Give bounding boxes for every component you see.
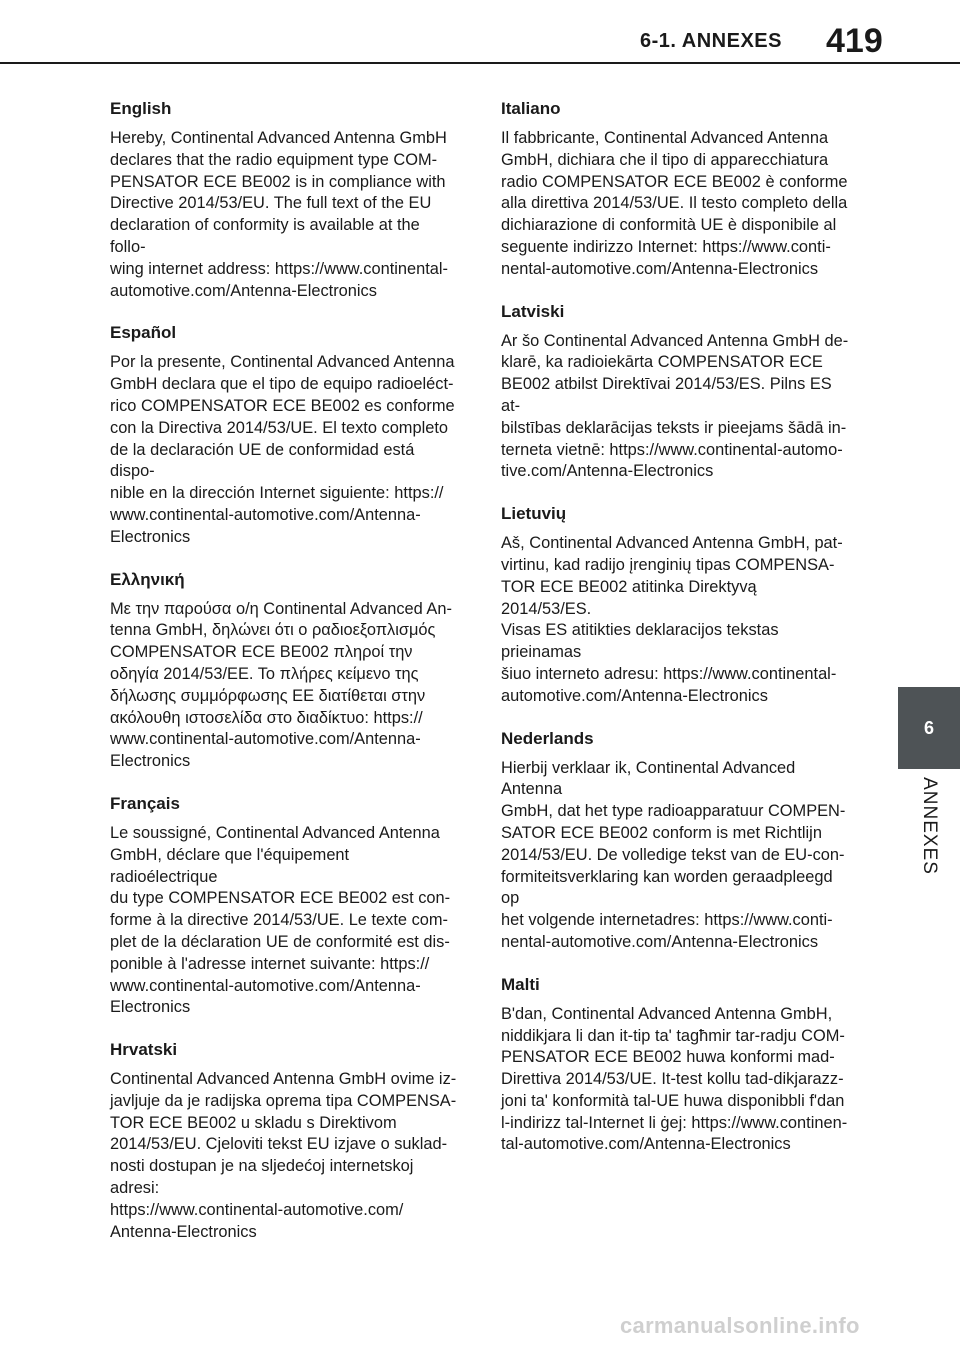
section-text: Le soussigné, Continental Advanced Antenna GmbH, déclare que l'équipement radioélectrique du type COMPENSATOR ECE BE002 est con- forme à la directive 2014/53/UE. Le texte com- plet de la déclaration UE de conformité est dis- ponible à l'adresse internet suivante: https:// www.continental-automotive.com/Antenna- Electronics — [110, 823, 451, 1017]
section-francais — [110, 793, 458, 1019]
section-text: Il fabbricante, Continental Advanced Antenna GmbH, dichiara che il tipo di apparecchiatura radio COMPENSATOR ECE BE002 è conforme alla direttiva 2014/53/UE. Il testo completo della dichiarazione di conformità UE è disponibile al seguente indirizzo Internet: https://www.conti- nental-automotive.com/Antenna-Electronics — [501, 129, 848, 278]
section-espanol — [110, 322, 458, 548]
section-text: Hereby, Continental Advanced Antenna GmbH declares that the radio equipment type COM- PENSATOR ECE BE002 is in compliance with Directive 2014/53/EU. The full text of the EU declaration of conformity is available at the follo- wing internet address: https://www.continental- automotive.com/Antenna-Electronics — [110, 129, 449, 300]
page-number: 419 — [826, 22, 883, 60]
section-text: Hierbij verklaar ik, Continental Advanced Antenna GmbH, dat het type radioapparatuur COMPEN- SATOR ECE BE002 conform is met Richtlijn 2014/53/EU. De volledige tekst van de EU-con- formiteitsverklaring kan worden geraadpleegd op het volgende internetadres: https://www.conti- nental-automotive.com/Antenna-Electronics — [501, 758, 846, 951]
section-hrvatski — [110, 1039, 458, 1243]
section-title: Español — [110, 323, 177, 343]
section-english — [110, 98, 458, 302]
right-column — [501, 98, 849, 1176]
section-greek — [110, 569, 458, 773]
section-malti — [501, 974, 849, 1157]
section-title: Français — [110, 793, 180, 813]
section-latviski — [501, 301, 849, 484]
section-title: English — [110, 99, 172, 118]
section-title: Malti — [501, 974, 540, 994]
section-title: Hrvatski — [110, 1040, 178, 1060]
left-column — [110, 98, 458, 1263]
section-title: Nederlands — [501, 728, 594, 748]
section-title: Ελληνική — [110, 569, 185, 589]
chapter-number: 6 — [923, 717, 934, 738]
section-text: Με την παρούσα ο/η Continental Advanced An- tenna GmbH, δηλώνει ότι ο ραδιοεξοπλισμός COMPENSATOR ECE BE002 πληροί την οδηγία 2014/53/ΕΕ. Το πλήρες κείμενο της δήλωσης συμμόρφωσης ΕΕ διατίθεται στην ακόλουθη ιστοσελίδα στο διαδίκτυο: https:// www.continental-automotive.com/Antenna- Electronics — [110, 599, 452, 771]
section-text: B'dan, Continental Advanced Antenna GmbH, niddikjara li dan it-tip ta' tagħmir tar-radju COM- PENSATOR ECE BE002 huwa konformi mad- Direttiva 2014/53/UE. It-test kollu tad-dikjarazz- joni ta' konformità tal-UE huwa disponibbli f'dan l-indirizz tal-Internet li ġej: https://www.continen- tal-automotive.com/Antenna-Electronics — [501, 1004, 848, 1154]
section-title: Lietuvių — [501, 504, 567, 524]
header-rule — [0, 62, 960, 64]
chapter-tab — [898, 687, 960, 769]
running-header-section: 6-1. ANNEXES — [640, 30, 782, 52]
chapter-side-label — [898, 770, 960, 882]
watermark: carmanualsonline.info — [620, 1313, 860, 1338]
section-title: Italiano — [501, 99, 561, 118]
section-italiano — [501, 98, 849, 281]
section-lietuviu — [501, 503, 849, 707]
chapter-label: ANNEXES — [919, 777, 940, 875]
section-text: Aš, Continental Advanced Antenna GmbH, pat- virtinu, kad radijo įrenginių tipas COMPENSA- TOR ECE BE002 atitinka Direktyvą 2014/53/ES. Visas ES atitikties deklaracijos tekstas prieinamas šiuo interneto adresu: https://www.continental- automotive.com/Antenna-Electronics — [501, 534, 843, 705]
section-nederlands — [501, 728, 849, 954]
section-text: Ar šo Continental Advanced Antenna GmbH de- klarē, ka radioiekārta COMPENSATOR ECE BE002 atbilst Direktīvai 2014/53/ES. Pilns ES at- bilstības deklarācijas teksts ir pieejams šādā in- terneta vietnē: https://www.continental-automo- tive.com/Antenna-Electronics — [501, 331, 849, 481]
section-text: Continental Advanced Antenna GmbH ovime iz- javljuje da je radijska oprema tipa COMPENSA- TOR ECE BE002 u skladu s Direktivom 2014/53/EU. Cjeloviti tekst EU izjave o suklad- nosti dostupan je na sljedećoj internetskoj adresi: https://www.continental-automotive.com/ Antenna-Electronics — [110, 1070, 457, 1241]
section-text: Por la presente, Continental Advanced Antenna GmbH declara que el tipo de equipo radioeléct- rico COMPENSATOR ECE BE002 es conforme con la Directiva 2014/53/UE. El texto completo de la declaración UE de conformidad está dispo- nible en la dirección Internet siguiente: https:// www.continental-automotive.com/Antenna- Electronics — [110, 353, 455, 546]
section-title: Latviski — [501, 301, 565, 321]
